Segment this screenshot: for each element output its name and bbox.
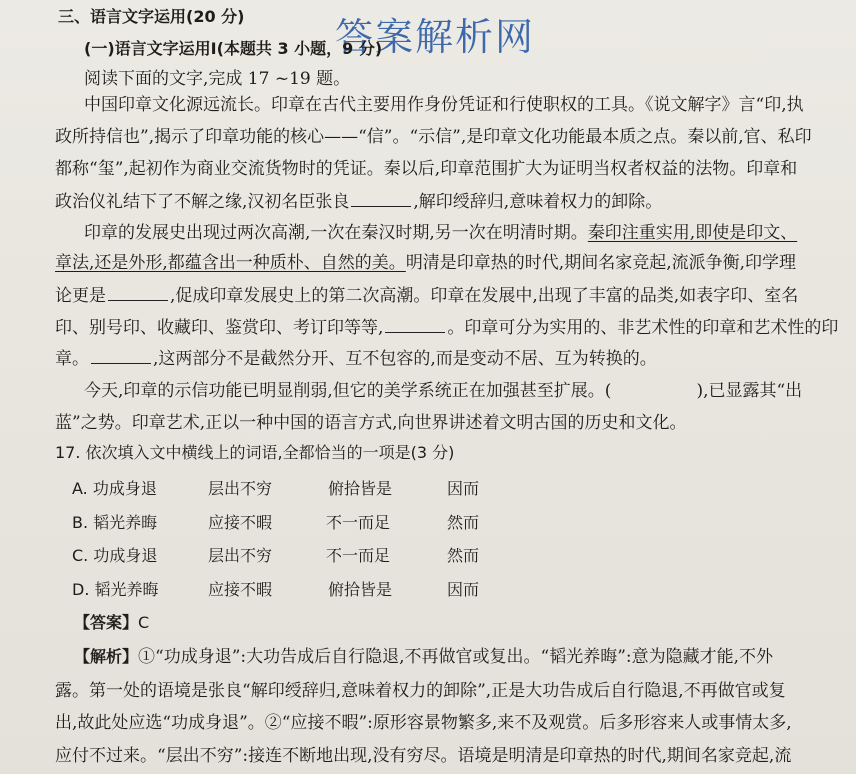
passage-line [55, 284, 798, 307]
option-b-word3: 不一而足 [326, 513, 391, 532]
passage-text: ,这两部分不是截然分开、互不包容的,而是变动不居、互为转换的。 [153, 349, 657, 369]
passage-text: 论更是 [55, 286, 106, 306]
passage-line: 都称“玺”,起初作为商业交流货物时的凭证。秦以后,印章范围扩大为证明当权者权益的法物。印章和 [55, 159, 798, 179]
option-b-word4: 然而 [447, 513, 480, 532]
passage-line [55, 347, 657, 370]
passage-text: 章。 [55, 349, 89, 369]
analysis-line: 出,故此处应选“功成身退”。②“应接不暇”:原形容景物繁多,来不及观赏。后多形容来人或事情太多, [55, 713, 792, 733]
option-d-word2: 应接不暇 [208, 580, 273, 599]
option-a-word4: 因而 [447, 479, 480, 498]
section-heading: 三、语言文字运用(20 分) [58, 7, 245, 26]
fill-blank-2 [108, 284, 168, 301]
passage-line [84, 222, 797, 244]
passage-intro: 阅读下面的文字,完成 17 ~19 题。 [84, 69, 351, 89]
analysis-line: 应付不过来。“层出不穷”:接连不断地出现,没有穷尽。语境是明清是印章热的时代,期间名家竞起,流 [55, 746, 792, 766]
passage-line [55, 316, 838, 339]
answer-line [74, 612, 149, 634]
passage-line: 蓝”之势。印章艺术,正以一种中国的语言方式,向世界讲述着文明古国的历史和文化。 [55, 413, 687, 433]
passage-text: 政治仪礼结下了不解之缘,汉初名臣张良 [55, 192, 350, 212]
option-b-word2: 应接不暇 [208, 513, 273, 532]
fill-blank-3 [385, 316, 445, 333]
passage-text: 明清是印章热的时代,期间名家竞起,流派争衡,印学理 [405, 253, 797, 273]
option-a-word3: 俯拾皆是 [328, 479, 393, 498]
option-c-word2: 层出不穷 [208, 546, 273, 565]
option-c-word3: 不一而足 [326, 546, 391, 565]
answer-value: C [138, 613, 150, 632]
analysis-text: ①“功成身退”:大功告成后自行隐退,不再做官或复出。“韬光养晦”:意为隐藏才能,不外 [138, 647, 774, 667]
passage-line [55, 190, 662, 213]
question-stem: 17. 依次填入文中横线上的词语,全都恰当的一项是(3 分) [55, 443, 455, 462]
passage-line: 今天,印章的示信功能已明显削弱,但它的美学系统正在加强甚至扩展。( ),已显露其“出 [84, 381, 803, 401]
analysis-tag: 【解析】 [74, 647, 139, 666]
option-d-word4: 因而 [447, 580, 480, 599]
option-c-label[interactable]: C. 功成身退 [72, 546, 158, 565]
subsection-heading: (一)语言文字运用Ⅰ(本题共 3 小题，9 分) [84, 39, 383, 58]
passage-text: ,促成印章发展史上的第二次高潮。印章在发展中,出现了丰富的品类,如表字印、室名 [170, 286, 799, 306]
passage-text: ,解印绶辞归,意味着权力的卸除。 [413, 192, 663, 212]
passage-line [55, 252, 796, 274]
analysis-line [74, 646, 773, 668]
option-a-label[interactable]: A. 功成身退 [72, 479, 157, 498]
fill-blank-1 [351, 190, 411, 207]
watermark-logo: 答案解析网 [335, 15, 536, 59]
passage-text: 。印章可分为实用的、非艺术性的印章和艺术性的印 [447, 318, 839, 338]
underlined-sentence: 秦印注重实用,即使是印文、 [587, 223, 798, 243]
passage-line: 中国印章文化源远流长。印章在古代主要用作身份凭证和行使职权的工具。《说文解字》言“印,执 [84, 95, 804, 115]
passage-line: 政所持信也”,揭示了印章功能的核心——“信”。“示信”,是印章文化功能最本质之点。秦以前,官、私印 [55, 127, 812, 147]
option-d-label[interactable]: D. 韬光养晦 [72, 580, 159, 599]
passage-text: 印、别号印、收藏印、鉴赏印、考订印等等, [55, 318, 384, 338]
option-c-word4: 然而 [447, 546, 480, 565]
answer-tag: 【答案】 [74, 613, 139, 632]
fill-blank-4 [91, 347, 151, 364]
analysis-line: 露。第一处的语境是张良“解印绶辞归,意味着权力的卸除”,正是大功告成后自行隐退,不再做官或复 [55, 681, 786, 701]
passage-text: 印章的发展史出现过两次高潮,一次在秦汉时期,另一次在明清时期。 [84, 223, 588, 243]
underlined-sentence: 章法,还是外形,都蕴含出一种质朴、自然的美。 [55, 253, 406, 273]
option-d-word3: 俯拾皆是 [328, 580, 393, 599]
option-b-label[interactable]: B. 韬光养晦 [72, 513, 158, 532]
option-a-word2: 层出不穷 [208, 479, 273, 498]
